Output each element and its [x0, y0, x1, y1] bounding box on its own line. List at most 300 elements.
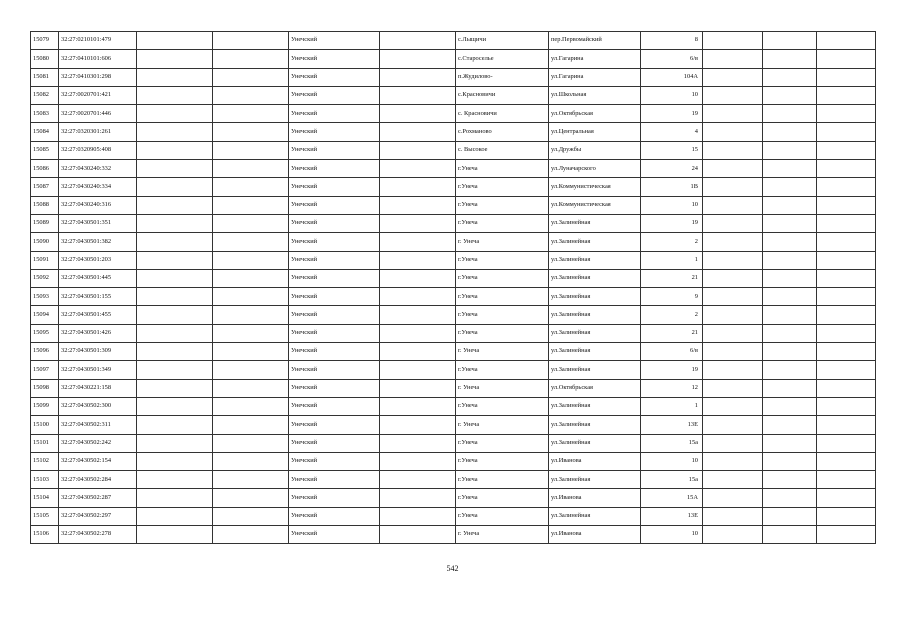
- row-number-cell: 15102: [31, 452, 59, 470]
- table-row: [31, 489, 876, 507]
- empty-cell: [703, 123, 763, 141]
- street-cell: ул.Залинейная: [549, 361, 641, 379]
- cadastral-number-cell: 32:27:0430501:349: [59, 361, 137, 379]
- district-cell: Унечский: [289, 86, 380, 104]
- empty-cell: [213, 452, 289, 470]
- district-cell: Унечский: [289, 306, 380, 324]
- locality-cell: с.Лыщичи: [456, 32, 549, 50]
- row-number-cell: 15089: [31, 214, 59, 232]
- empty-cell: [817, 343, 876, 361]
- locality-cell: г. Унеча: [456, 526, 549, 544]
- district-cell: Унечский: [289, 251, 380, 269]
- empty-cell: [380, 507, 456, 525]
- empty-cell: [380, 123, 456, 141]
- locality-cell: г. Унеча: [456, 233, 549, 251]
- locality-cell: с.Староселье: [456, 50, 549, 68]
- empty-cell: [817, 416, 876, 434]
- locality-cell: г.Унеча: [456, 507, 549, 525]
- street-cell: ул.Залинейная: [549, 343, 641, 361]
- street-cell: ул.Иванова: [549, 452, 641, 470]
- empty-cell: [763, 343, 817, 361]
- empty-cell: [213, 489, 289, 507]
- locality-cell: г.Унеча: [456, 306, 549, 324]
- cadastral-number-cell: 32:27:0430502:287: [59, 489, 137, 507]
- locality-cell: г. Унеча: [456, 379, 549, 397]
- house-number-cell: 19: [641, 361, 703, 379]
- cadastral-number-cell: 32:27:0410301:298: [59, 68, 137, 86]
- district-cell: Унечский: [289, 123, 380, 141]
- table-row: [31, 123, 876, 141]
- empty-cell: [213, 141, 289, 159]
- cadastral-number-cell: 32:27:0020701:446: [59, 105, 137, 123]
- empty-cell: [213, 526, 289, 544]
- table-row: [31, 141, 876, 159]
- cadastral-number-cell: 32:27:0430502:297: [59, 507, 137, 525]
- district-cell: Унечский: [289, 452, 380, 470]
- empty-cell: [380, 196, 456, 214]
- empty-cell: [817, 361, 876, 379]
- empty-cell: [817, 233, 876, 251]
- empty-cell: [380, 452, 456, 470]
- empty-cell: [137, 86, 213, 104]
- empty-cell: [817, 526, 876, 544]
- empty-cell: [137, 141, 213, 159]
- row-number-cell: 15103: [31, 471, 59, 489]
- district-cell: Унечский: [289, 105, 380, 123]
- empty-cell: [213, 343, 289, 361]
- district-cell: Унечский: [289, 324, 380, 342]
- empty-cell: [213, 397, 289, 415]
- table-row: [31, 397, 876, 415]
- cadastral-number-cell: 32:27:0410101:606: [59, 50, 137, 68]
- empty-cell: [380, 324, 456, 342]
- empty-cell: [213, 123, 289, 141]
- empty-cell: [137, 397, 213, 415]
- empty-cell: [763, 288, 817, 306]
- cadastral-number-cell: 32:27:0430501:155: [59, 288, 137, 306]
- empty-cell: [703, 306, 763, 324]
- cadastral-number-cell: 32:27:0320301:261: [59, 123, 137, 141]
- empty-cell: [380, 288, 456, 306]
- cadastral-number-cell: 32:27:0020701:421: [59, 86, 137, 104]
- empty-cell: [703, 324, 763, 342]
- empty-cell: [380, 214, 456, 232]
- house-number-cell: 13Е: [641, 416, 703, 434]
- empty-cell: [213, 269, 289, 287]
- house-number-cell: 10: [641, 196, 703, 214]
- street-cell: ул.Залинейная: [549, 471, 641, 489]
- empty-cell: [703, 526, 763, 544]
- district-cell: Унечский: [289, 471, 380, 489]
- empty-cell: [703, 86, 763, 104]
- empty-cell: [213, 251, 289, 269]
- empty-cell: [380, 379, 456, 397]
- row-number-cell: 15087: [31, 178, 59, 196]
- cadastral-number-cell: 32:27:0210101:479: [59, 32, 137, 50]
- table-row: [31, 269, 876, 287]
- empty-cell: [763, 196, 817, 214]
- table-row: [31, 86, 876, 104]
- locality-cell: г.Унеча: [456, 452, 549, 470]
- row-number-cell: 15090: [31, 233, 59, 251]
- empty-cell: [763, 434, 817, 452]
- street-cell: ул.Залинейная: [549, 306, 641, 324]
- empty-cell: [137, 233, 213, 251]
- empty-cell: [380, 434, 456, 452]
- empty-cell: [703, 160, 763, 178]
- house-number-cell: 21: [641, 324, 703, 342]
- empty-cell: [213, 379, 289, 397]
- row-number-cell: 15101: [31, 434, 59, 452]
- empty-cell: [703, 288, 763, 306]
- empty-cell: [763, 416, 817, 434]
- district-cell: Унечский: [289, 489, 380, 507]
- district-cell: Унечский: [289, 269, 380, 287]
- locality-cell: г.Унеча: [456, 324, 549, 342]
- empty-cell: [380, 251, 456, 269]
- empty-cell: [817, 32, 876, 50]
- empty-cell: [763, 489, 817, 507]
- row-number-cell: 15099: [31, 397, 59, 415]
- locality-cell: г.Унеча: [456, 489, 549, 507]
- district-cell: Унечский: [289, 178, 380, 196]
- empty-cell: [137, 269, 213, 287]
- empty-cell: [137, 507, 213, 525]
- locality-cell: с. Красновичи: [456, 105, 549, 123]
- locality-cell: г. Унеча: [456, 416, 549, 434]
- district-cell: Унечский: [289, 379, 380, 397]
- empty-cell: [213, 507, 289, 525]
- row-number-cell: 15106: [31, 526, 59, 544]
- cadastral-number-cell: 32:27:0430240:334: [59, 178, 137, 196]
- locality-cell: г. Унеча: [456, 343, 549, 361]
- empty-cell: [380, 160, 456, 178]
- empty-cell: [763, 141, 817, 159]
- empty-cell: [817, 50, 876, 68]
- empty-cell: [763, 32, 817, 50]
- empty-cell: [817, 86, 876, 104]
- empty-cell: [380, 397, 456, 415]
- cadastral-number-cell: 32:27:0430502:154: [59, 452, 137, 470]
- house-number-cell: 1В: [641, 178, 703, 196]
- table-row: [31, 251, 876, 269]
- empty-cell: [817, 251, 876, 269]
- house-number-cell: 2: [641, 233, 703, 251]
- street-cell: ул.Залинейная: [549, 324, 641, 342]
- street-cell: ул.Центральная: [549, 123, 641, 141]
- house-number-cell: 15А: [641, 489, 703, 507]
- table-row: [31, 196, 876, 214]
- house-number-cell: 21: [641, 269, 703, 287]
- empty-cell: [137, 526, 213, 544]
- empty-cell: [763, 68, 817, 86]
- empty-cell: [380, 86, 456, 104]
- empty-cell: [703, 343, 763, 361]
- empty-cell: [703, 50, 763, 68]
- row-number-cell: 15095: [31, 324, 59, 342]
- empty-cell: [817, 397, 876, 415]
- empty-cell: [703, 251, 763, 269]
- empty-cell: [703, 233, 763, 251]
- cadastral-number-cell: 32:27:0430501:309: [59, 343, 137, 361]
- empty-cell: [817, 489, 876, 507]
- empty-cell: [137, 214, 213, 232]
- house-number-cell: 12: [641, 379, 703, 397]
- locality-cell: г.Унеча: [456, 214, 549, 232]
- district-cell: Унечский: [289, 50, 380, 68]
- empty-cell: [817, 471, 876, 489]
- cadastral-number-cell: 32:27:0430501:203: [59, 251, 137, 269]
- table-row: [31, 105, 876, 123]
- empty-cell: [703, 105, 763, 123]
- registry-sheet: [30, 31, 875, 544]
- district-cell: Унечский: [289, 416, 380, 434]
- district-cell: Унечский: [289, 434, 380, 452]
- cadastral-number-cell: 32:27:0430501:455: [59, 306, 137, 324]
- empty-cell: [137, 471, 213, 489]
- empty-cell: [137, 68, 213, 86]
- street-cell: ул.Луначарского: [549, 160, 641, 178]
- cadastral-number-cell: 32:27:0430502:278: [59, 526, 137, 544]
- empty-cell: [703, 196, 763, 214]
- empty-cell: [763, 123, 817, 141]
- empty-cell: [817, 178, 876, 196]
- table-row: [31, 214, 876, 232]
- street-cell: ул.Гагарина: [549, 50, 641, 68]
- row-number-cell: 15096: [31, 343, 59, 361]
- empty-cell: [380, 306, 456, 324]
- street-cell: ул.Залинейная: [549, 434, 641, 452]
- empty-cell: [380, 50, 456, 68]
- district-cell: Унечский: [289, 160, 380, 178]
- empty-cell: [137, 306, 213, 324]
- locality-cell: г.Унеча: [456, 288, 549, 306]
- house-number-cell: 10: [641, 526, 703, 544]
- street-cell: ул.Коммунистическая: [549, 196, 641, 214]
- locality-cell: с.Красновичи: [456, 86, 549, 104]
- page-number: 542: [446, 564, 459, 573]
- locality-cell: п.Жудилово-: [456, 68, 549, 86]
- cadastral-number-cell: 32:27:0430502:311: [59, 416, 137, 434]
- table-row: [31, 452, 876, 470]
- empty-cell: [213, 288, 289, 306]
- row-number-cell: 15084: [31, 123, 59, 141]
- empty-cell: [817, 434, 876, 452]
- district-cell: Унечский: [289, 343, 380, 361]
- street-cell: ул.Школьная: [549, 86, 641, 104]
- empty-cell: [703, 489, 763, 507]
- empty-cell: [137, 196, 213, 214]
- empty-cell: [213, 196, 289, 214]
- house-number-cell: 15: [641, 141, 703, 159]
- empty-cell: [137, 50, 213, 68]
- house-number-cell: 19: [641, 214, 703, 232]
- district-cell: Унечский: [289, 397, 380, 415]
- cadastral-number-cell: 32:27:0320905:408: [59, 141, 137, 159]
- street-cell: ул.Залинейная: [549, 214, 641, 232]
- house-number-cell: 10: [641, 452, 703, 470]
- empty-cell: [817, 68, 876, 86]
- empty-cell: [137, 379, 213, 397]
- district-cell: Унечский: [289, 288, 380, 306]
- empty-cell: [763, 324, 817, 342]
- cadastral-number-cell: 32:27:0430502:242: [59, 434, 137, 452]
- house-number-cell: 1: [641, 251, 703, 269]
- empty-cell: [213, 32, 289, 50]
- empty-cell: [137, 288, 213, 306]
- district-cell: Унечский: [289, 214, 380, 232]
- empty-cell: [137, 123, 213, 141]
- empty-cell: [380, 343, 456, 361]
- street-cell: ул.Залинейная: [549, 288, 641, 306]
- empty-cell: [763, 471, 817, 489]
- empty-cell: [703, 434, 763, 452]
- row-number-cell: 15085: [31, 141, 59, 159]
- district-cell: Унечский: [289, 32, 380, 50]
- empty-cell: [380, 141, 456, 159]
- street-cell: ул.Гагарина: [549, 68, 641, 86]
- table-row: [31, 379, 876, 397]
- empty-cell: [817, 105, 876, 123]
- empty-cell: [703, 471, 763, 489]
- street-cell: ул.Иванова: [549, 526, 641, 544]
- row-number-cell: 15091: [31, 251, 59, 269]
- empty-cell: [213, 434, 289, 452]
- empty-cell: [763, 251, 817, 269]
- locality-cell: г.Унеча: [456, 397, 549, 415]
- row-number-cell: 15079: [31, 32, 59, 50]
- street-cell: ул.Коммунистическая: [549, 178, 641, 196]
- empty-cell: [703, 68, 763, 86]
- street-cell: ул.Дружбы: [549, 141, 641, 159]
- empty-cell: [380, 471, 456, 489]
- cadastral-number-cell: 32:27:0430240:316: [59, 196, 137, 214]
- empty-cell: [213, 214, 289, 232]
- empty-cell: [213, 68, 289, 86]
- district-cell: Унечский: [289, 233, 380, 251]
- empty-cell: [763, 86, 817, 104]
- district-cell: Унечский: [289, 507, 380, 525]
- empty-cell: [213, 306, 289, 324]
- locality-cell: г.Унеча: [456, 251, 549, 269]
- table-row: [31, 416, 876, 434]
- row-number-cell: 15080: [31, 50, 59, 68]
- street-cell: ул.Залинейная: [549, 251, 641, 269]
- row-number-cell: 15100: [31, 416, 59, 434]
- empty-cell: [380, 526, 456, 544]
- row-number-cell: 15105: [31, 507, 59, 525]
- empty-cell: [137, 434, 213, 452]
- cadastral-number-cell: 32:27:0430221:158: [59, 379, 137, 397]
- table-row: [31, 160, 876, 178]
- street-cell: ул.Залинейная: [549, 416, 641, 434]
- cadastral-number-cell: 32:27:0430502:284: [59, 471, 137, 489]
- house-number-cell: 10: [641, 86, 703, 104]
- locality-cell: г.Унеча: [456, 160, 549, 178]
- locality-cell: г.Унеча: [456, 196, 549, 214]
- locality-cell: г.Унеча: [456, 361, 549, 379]
- street-cell: ул.Иванова: [549, 489, 641, 507]
- district-cell: Унечский: [289, 361, 380, 379]
- locality-cell: г.Унеча: [456, 434, 549, 452]
- empty-cell: [703, 397, 763, 415]
- empty-cell: [137, 105, 213, 123]
- empty-cell: [380, 361, 456, 379]
- table-row: [31, 306, 876, 324]
- empty-cell: [817, 214, 876, 232]
- empty-cell: [703, 379, 763, 397]
- table-row: [31, 288, 876, 306]
- locality-cell: г.Унеча: [456, 178, 549, 196]
- street-cell: ул.Залинейная: [549, 233, 641, 251]
- empty-cell: [213, 105, 289, 123]
- house-number-cell: 1: [641, 397, 703, 415]
- empty-cell: [137, 251, 213, 269]
- empty-cell: [380, 68, 456, 86]
- empty-cell: [763, 178, 817, 196]
- empty-cell: [213, 324, 289, 342]
- empty-cell: [137, 416, 213, 434]
- empty-cell: [380, 269, 456, 287]
- empty-cell: [703, 214, 763, 232]
- empty-cell: [763, 214, 817, 232]
- empty-cell: [213, 86, 289, 104]
- table-row: [31, 50, 876, 68]
- empty-cell: [763, 397, 817, 415]
- street-cell: ул.Залинейная: [549, 507, 641, 525]
- table-row: [31, 68, 876, 86]
- street-cell: ул.Залинейная: [549, 397, 641, 415]
- row-number-cell: 15092: [31, 269, 59, 287]
- empty-cell: [763, 507, 817, 525]
- table-row: [31, 343, 876, 361]
- empty-cell: [703, 32, 763, 50]
- locality-cell: с.Рохманово: [456, 123, 549, 141]
- table-body: [31, 32, 876, 544]
- row-number-cell: 15083: [31, 105, 59, 123]
- empty-cell: [137, 343, 213, 361]
- table-row: [31, 32, 876, 50]
- empty-cell: [817, 123, 876, 141]
- empty-cell: [817, 507, 876, 525]
- empty-cell: [213, 416, 289, 434]
- empty-cell: [137, 178, 213, 196]
- street-cell: ул.Октябрьская: [549, 379, 641, 397]
- empty-cell: [763, 160, 817, 178]
- house-number-cell: 8: [641, 32, 703, 50]
- cadastral-number-cell: 32:27:0430240:332: [59, 160, 137, 178]
- empty-cell: [703, 452, 763, 470]
- empty-cell: [763, 269, 817, 287]
- district-cell: Унечский: [289, 526, 380, 544]
- registry-table: [30, 31, 876, 544]
- empty-cell: [703, 141, 763, 159]
- district-cell: Унечский: [289, 141, 380, 159]
- empty-cell: [817, 141, 876, 159]
- house-number-cell: 9: [641, 288, 703, 306]
- table-row: [31, 324, 876, 342]
- empty-cell: [213, 50, 289, 68]
- empty-cell: [817, 196, 876, 214]
- street-cell: ул.Октябрьская: [549, 105, 641, 123]
- empty-cell: [137, 160, 213, 178]
- empty-cell: [817, 160, 876, 178]
- row-number-cell: 15082: [31, 86, 59, 104]
- table-row: [31, 507, 876, 525]
- row-number-cell: 15094: [31, 306, 59, 324]
- empty-cell: [763, 361, 817, 379]
- house-number-cell: 15а: [641, 471, 703, 489]
